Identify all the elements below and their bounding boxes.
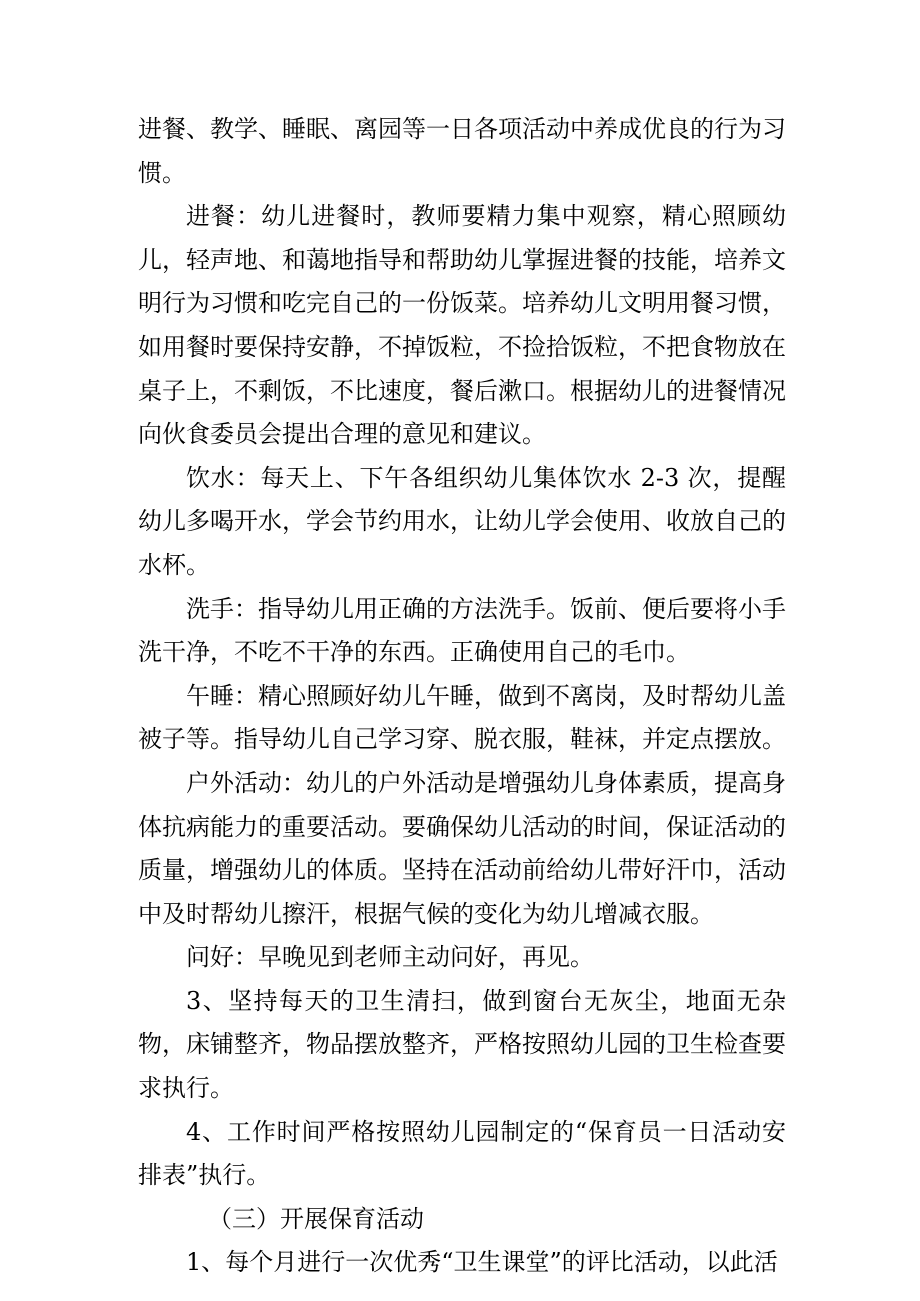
paragraph-greeting: 问好：早晚见到老师主动问好，再见。: [186, 943, 594, 972]
paragraph-item-3-cleaning: 3、坚持每天的卫生清扫，做到窗台无灰尘，地面无杂物，床铺整齐，物品摆放整齐，严格按照幼儿园的卫生检查要求执行。: [138, 986, 786, 1103]
paragraph-outdoor-activity: 户外活动：幼儿的户外活动是增强幼儿身体素质，提高身体抗病能力的重要活动。要确保幼儿活动的时间，保证活动的质量，增强幼儿的体质。坚持在活动前给幼儿带好汗巾，活动中及时帮幼儿擦汗，根据气候的变化为幼儿增减衣服。: [138, 768, 786, 928]
paragraph-continuation: 进餐、教学、睡眠、离园等一日各项活动中养成优良的行为习惯。: [138, 115, 786, 187]
paragraph-item-1-evaluation: 1、每个月进行一次优秀“卫生课堂”的评比活动，以此活: [186, 1248, 778, 1277]
document-body: [138, 108, 786, 1285]
paragraph-hand-washing: 洗手：指导幼儿用正确的方法洗手。饭前、便后要将小手洗干净，不吃不干净的东西。正确使用自己的毛巾。: [138, 594, 786, 667]
paragraph-nap: 午睡：精心照顾好幼儿午睡，做到不离岗，及时帮幼儿盖被子等。指导幼儿自己学习穿、脱衣服，鞋袜，并定点摆放。: [138, 681, 786, 754]
section-heading-3: （三）开展保育活动: [208, 1204, 424, 1233]
paragraph-meals: 进餐：幼儿进餐时，教师要精力集中观察，精心照顾幼儿，轻声地、和蔼地指导和帮助幼儿掌握进餐的技能，培养文明行为习惯和吃完自己的一份饭菜。培养幼儿文明用餐习惯，如用餐时要保持安静，不掉饭粒，不捡拾饭粒，不把食物放在桌子上，不剩饭，不比速度，餐后漱口。根据幼儿的进餐情况向伙食委员会提出合理的意见和建议。: [138, 202, 786, 449]
paragraph-drinking-water: 饮水：每天上、下午各组织幼儿集体饮水 2-3 次，提醒幼儿多喝开水，学会节约用水，让幼儿学会使用、收放自己的水杯。: [138, 463, 786, 579]
paragraph-item-4-schedule: 4、工作时间严格按照幼儿园制定的“保育员一日活动安排表”执行。: [138, 1117, 786, 1190]
